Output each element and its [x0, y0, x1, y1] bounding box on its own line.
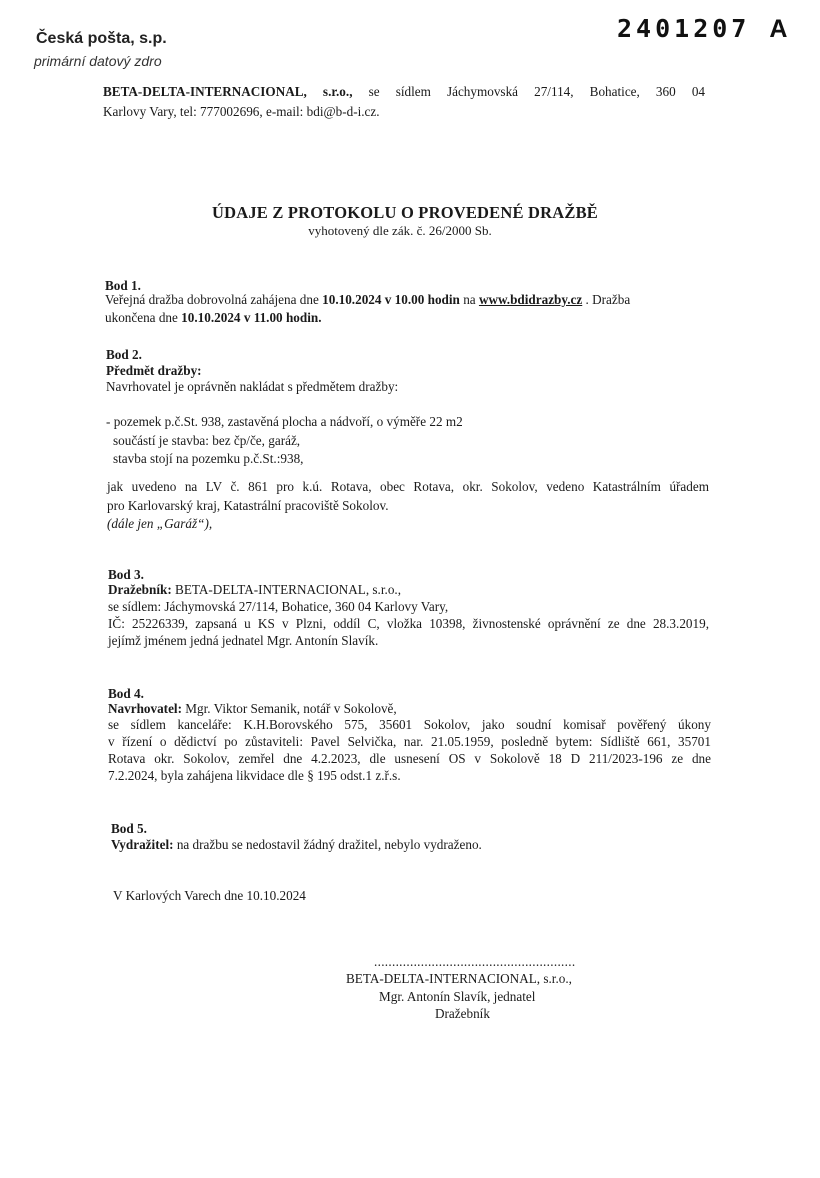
stamp-subtitle: primární datový zdro — [34, 53, 162, 69]
bod3-line-2: se sídlem: Jáchymovská 27/114, Bohatice, 360 04 Karlovy Vary, — [108, 599, 449, 614]
stamp-title: Česká pošta, s.p. — [36, 30, 167, 47]
bod5-heading: Vydražitel: — [111, 837, 174, 852]
header-line-2: Karlovy Vary, tel: 777002696, e-mail: bdi@b-d-i.cz. — [103, 104, 380, 119]
document-number-digits: 2401207 — [617, 14, 751, 43]
bod4-notary: Mgr. Viktor Semanik, notář v Sokolově, — [181, 701, 397, 716]
bod2-label: Bod 2. — [106, 347, 142, 362]
bod3-company: BETA-DELTA-INTERNACIONAL, s.r.o., — [171, 582, 402, 597]
bod4-line-4: Rotava okr. Sokolov, zemřel dne 4.2.2023, dle usnesení OS v Sokolově 18 D 211/2023-196 ze dne — [108, 751, 711, 766]
header-line-1-rest: se sídlem Jáchymovská 27/114, Bohatice, 360 04 — [352, 84, 706, 99]
document-suffix: A — [769, 15, 788, 43]
bod4-heading: Navrhovatel: — [108, 701, 182, 716]
bod5-text: na dražbu se nedostavil žádný dražitel, nebylo vydraženo. — [173, 837, 482, 852]
bod2-lv-line-3: (dále jen „Garáž“), — [107, 516, 213, 531]
document-subtitle: vyhotovený dle zák. č. 26/2000 Sb. — [308, 223, 492, 238]
bod2-heading: Předmět dražby: — [106, 363, 202, 378]
bod2-item-3: stavba stojí na pozemku p.č.St.:938, — [113, 451, 304, 466]
bod1-text-c: na — [459, 292, 479, 307]
bod4-line-2: se sídlem kanceláře: K.H.Borovského 575, 35601 Sokolov, jako soudní komisař pověřený úkony — [108, 717, 711, 732]
bod4-line-3: v řízení o dědictví po zůstaviteli: Pavel Selvička, nar. 21.05.1959, posledně bytem: Sídliště 661, 35701 — [108, 734, 711, 749]
bod3-label: Bod 3. — [108, 567, 144, 582]
signature-line: ........................................................ — [374, 954, 576, 969]
bod4-label: Bod 4. — [108, 686, 144, 701]
header-company: BETA-DELTA-INTERNACIONAL, s.r.o., — [103, 84, 353, 99]
bod2-item-2: součástí je stavba: bez čp/če, garáž, — [113, 433, 301, 448]
bod1-text-d: . Dražba — [582, 292, 631, 307]
bod1-line-1 — [105, 290, 707, 309]
bod1-end: 10.10.2024 v 11.00 hodin. — [181, 310, 322, 325]
bod1-start: 10.10.2024 v 10.00 hodin — [322, 292, 460, 307]
bod4-line-5: 7.2.2024, byla zahájena likvidace dle § 195 odst.1 z.ř.s. — [108, 768, 401, 783]
bod3-line-4: jejímž jménem jedná jednatel Mgr. Antonín Slavík. — [108, 633, 379, 648]
signature-name: Mgr. Antonín Slavík, jednatel — [379, 989, 536, 1004]
header-line-1 — [103, 82, 705, 101]
place-date: V Karlových Varech dne 10.10.2024 — [113, 888, 306, 903]
bod1-line-2 — [105, 308, 322, 327]
signature-company: BETA-DELTA-INTERNACIONAL, s.r.o., — [346, 971, 572, 986]
bod1-text-a: Veřejná dražba dobrovolná zahájena dne — [105, 292, 323, 307]
bod5-label: Bod 5. — [111, 821, 147, 836]
document-title: ÚDAJE Z PROTOKOLU O PROVEDENÉ DRAŽBĚ — [212, 203, 598, 222]
bod2-lv-line-1: jak uvedeno na LV č. 861 pro k.ú. Rotava, obec Rotava, okr. Sokolov, vedeno Katastrálním úřadem — [107, 479, 709, 494]
bod3-heading: Dražebník: — [108, 582, 172, 597]
bod2-item-1: - pozemek p.č.St. 938, zastavěná plocha a nádvoří, o výměře 22 m2 — [106, 414, 463, 429]
bod2-intro: Navrhovatel je oprávněn nakládat s předmětem dražby: — [106, 379, 399, 394]
bod1-label: Bod 1. — [105, 278, 141, 293]
bod2-lv-line-2: pro Karlovarský kraj, Katastrální pracoviště Sokolov. — [107, 498, 389, 513]
document-number — [617, 14, 787, 44]
bod3-line-3: IČ: 25226339, zapsaná u KS v Plzni, oddíl C, vložka 10398, živnostenské oprávnění ze dne 28.3.2019, — [108, 616, 709, 631]
bod1-end-text: ukončena dne — [105, 310, 182, 325]
signature-role: Dražebník — [435, 1006, 490, 1021]
auction-website-link[interactable]: www.bdidrazby.cz — [478, 292, 583, 307]
bod5-line-1 — [111, 835, 482, 854]
